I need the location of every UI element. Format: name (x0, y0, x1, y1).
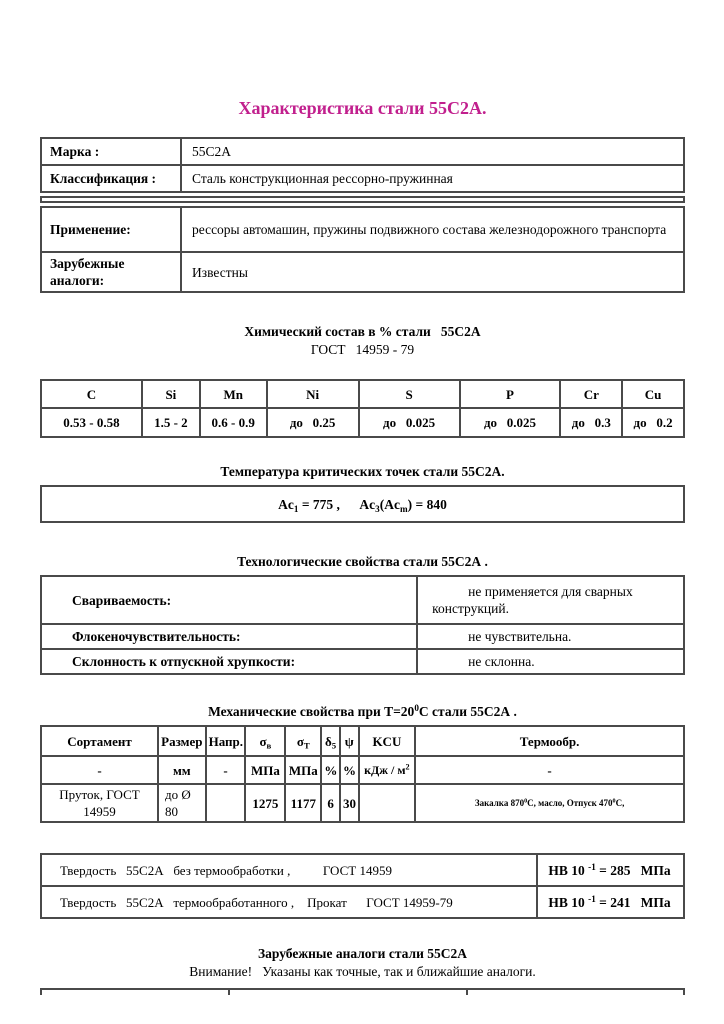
tech-label-weldability: Свариваемость: (41, 576, 417, 624)
hardness-desc-raw: Твердость 55С2А без термообработки , ГОСТ 14959 (41, 854, 537, 886)
table-row (41, 165, 684, 192)
mechanical-units-row (41, 756, 684, 784)
mech-header-psi: ψ (340, 726, 359, 756)
info-table-bottom (40, 206, 685, 293)
mech-header-sigma-v: $\sigma_в$ (245, 726, 285, 756)
mech-header-napr: Напр. (206, 726, 246, 756)
mech-value-psi: 30 (340, 784, 359, 822)
chemistry-table (40, 379, 685, 438)
mech-header-sortament: Сортамент (41, 726, 158, 756)
spacer-cell (41, 197, 684, 202)
mech-header-size: Размер (158, 726, 206, 756)
mech-unit-sigma-v: МПа (245, 756, 285, 784)
table-row (41, 624, 684, 649)
table-row (41, 207, 684, 252)
table-row (41, 886, 684, 918)
chem-header-cu: Cu (622, 380, 684, 408)
critical-points-formula: $Ac_1 = 775$ , $Ac_3(Ac_m) = 840$ (41, 486, 684, 522)
chem-value-mn: 0.6 - 0.9 (200, 408, 267, 437)
analogs-table-tick (228, 990, 230, 995)
chemistry-header-row (41, 380, 684, 408)
info-label-marka: Марка : (41, 138, 181, 165)
tech-label-temper-brittleness: Склонность к отпускной хрупкости: (41, 649, 417, 674)
tech-value-weldability: не применяется для сварных конструкций. (417, 576, 684, 624)
mech-value-kcu (359, 784, 416, 822)
chem-value-cu: до 0.2 (622, 408, 684, 437)
analogs-table-tick (466, 990, 468, 995)
mechanical-header-row (41, 726, 684, 756)
mech-value-napr (206, 784, 246, 822)
mech-unit-size: мм (158, 756, 206, 784)
analogs-table-top-border (40, 988, 685, 994)
critical-points-title: Температура критических точек стали 55С2А. (220, 464, 505, 479)
mech-unit-sortament: - (41, 756, 158, 784)
table-row (41, 854, 684, 886)
info-value-classification: Сталь конструкционная рессорно-пружинная (181, 165, 684, 192)
analogs-title: Зарубежные аналоги стали 55С2А (258, 946, 467, 961)
mech-value-thermo: Закалка $870^0С$, масло, Отпуск $470^0С$, (415, 784, 684, 822)
mech-header-thermo: Термообр. (415, 726, 684, 756)
mech-unit-psi: % (340, 756, 359, 784)
analogs-note: Внимание! Указаны как точные, так и ближайшие аналоги. (189, 964, 536, 979)
chem-value-ni: до 0.25 (267, 408, 359, 437)
mech-header-delta5: $\delta_5$ (321, 726, 340, 756)
info-value-analogs: Известны (181, 252, 684, 292)
hardness-value-treated: НВ 10 $^{-1}$ = 241 МПа (537, 886, 684, 918)
mech-unit-napr: - (206, 756, 246, 784)
chemistry-section-title: Химический состав в % стали 55С2А (244, 324, 481, 339)
info-label-classification: Классификация : (41, 165, 181, 192)
analogs-table-tick (683, 990, 685, 995)
chem-header-si: Si (142, 380, 200, 408)
info-label-application: Применение: (41, 207, 181, 252)
mechanical-table (40, 725, 685, 823)
chem-header-cr: Cr (560, 380, 622, 408)
table-row (41, 486, 684, 522)
mech-unit-kcu: кДж / $м^2$ (359, 756, 416, 784)
mech-value-size: до Ø 80 (158, 784, 206, 822)
tech-label-flake-sensitivity: Флокеночувствительность: (41, 624, 417, 649)
mech-value-sortament: Пруток, ГОСТ 14959 (41, 784, 158, 822)
mech-value-delta5: 6 (321, 784, 340, 822)
chemistry-gost-subtitle: ГОСТ 14959 - 79 (310, 342, 415, 357)
mech-unit-thermo: - (415, 756, 684, 784)
table-row (41, 576, 684, 624)
spacer-row (40, 196, 685, 203)
mech-header-sigma-t: $\sigma_Т$ (285, 726, 321, 756)
page-title: Характеристика стали 55С2А. (238, 98, 487, 118)
tech-value-flake-sensitivity: не чувствительна. (417, 624, 684, 649)
table-row (41, 252, 684, 292)
chem-header-mn: Mn (200, 380, 267, 408)
tech-properties-table (40, 575, 685, 675)
analogs-table-tick (40, 990, 42, 995)
hardness-table (40, 853, 685, 919)
hardness-desc-treated: Твердость 55С2А термообработанного , Прокат ГОСТ 14959-79 (41, 886, 537, 918)
tech-value-temper-brittleness: не склонна. (417, 649, 684, 674)
mech-unit-sigma-t: МПа (285, 756, 321, 784)
chem-header-p: P (460, 380, 561, 408)
chem-header-ni: Ni (267, 380, 359, 408)
table-row (41, 649, 684, 674)
critical-points-table (40, 485, 685, 523)
mech-unit-delta5: % (321, 756, 340, 784)
chemistry-value-row (41, 408, 684, 437)
chem-value-s: до 0.025 (359, 408, 460, 437)
chem-header-c: C (41, 380, 142, 408)
info-value-application: рессоры автомашин, пружины подвижного состава железнодорожного транспорта (181, 207, 684, 252)
mech-header-kcu: KCU (359, 726, 416, 756)
tech-properties-title: Технологические свойства стали 55С2А . (237, 554, 488, 569)
hardness-value-raw: НВ 10 $^{-1}$ = 285 МПа (537, 854, 684, 886)
chem-value-p: до 0.025 (460, 408, 561, 437)
info-table-top (40, 137, 685, 193)
mech-value-sigma-v: 1275 (245, 784, 285, 822)
info-label-analogs: Зарубежные аналоги: (41, 252, 181, 292)
mechanical-title: Механические свойства при $Т=20^0С$ стали 55С2А . (208, 702, 517, 719)
mechanical-data-row (41, 784, 684, 822)
chem-value-si: 1.5 - 2 (142, 408, 200, 437)
table-row (41, 138, 684, 165)
chem-value-cr: до 0.3 (560, 408, 622, 437)
info-value-marka: 55С2А (181, 138, 684, 165)
chem-header-s: S (359, 380, 460, 408)
chem-value-c: 0.53 - 0.58 (41, 408, 142, 437)
mech-value-sigma-t: 1177 (285, 784, 321, 822)
